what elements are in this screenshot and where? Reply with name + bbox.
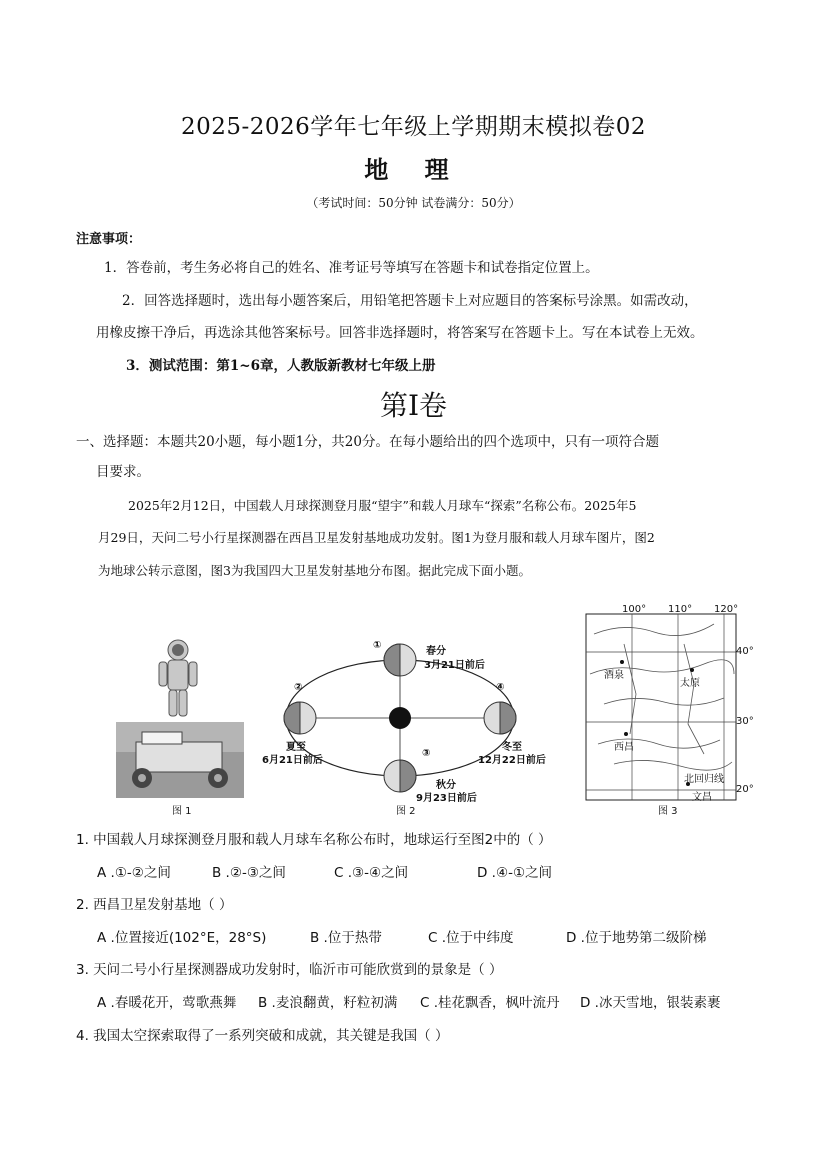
q1-option-c: C .③-④之间: [334, 865, 409, 881]
lon-120: 120°: [714, 604, 739, 615]
orbit-pos-4: ④: [496, 682, 505, 693]
wenchang-label: 文昌: [692, 792, 712, 803]
tropic-label: 北回归线: [684, 774, 724, 785]
orbit-pos-3: ③: [422, 748, 431, 759]
figure-1: [112, 630, 248, 816]
passage-line-2: 月29日，天问二号小行星探测器在西昌卫星发射基地成功发射。图1为登月服和载人月球车图片，图2: [98, 530, 655, 545]
q3-option-b: B .麦浪翻黄，籽粒初满: [258, 995, 398, 1011]
summer-date: 6月21日前后: [262, 755, 323, 766]
jiuquan-label: 酒泉: [604, 670, 624, 681]
lat-40: 40°: [736, 646, 754, 657]
figure-3-caption: 图 3: [658, 806, 678, 817]
question-2: 2. 西昌卫星发射基地（ ）: [76, 897, 233, 913]
figure-3: [584, 604, 754, 816]
spring-date: 3月21日前后: [424, 660, 485, 671]
earth-orbit-diagram: [256, 630, 556, 816]
notice-item-1: 1．答卷前，考生务必将自己的姓名、准考证号等填写在答题卡和试卷指定位置上。: [104, 260, 599, 276]
lat-30: 30°: [736, 716, 754, 727]
q3-option-a: A .春暖花开，莺歌燕舞: [97, 995, 237, 1011]
q1-option-d: D .④-①之间: [477, 865, 553, 881]
figure-1-caption: 图 1: [172, 806, 192, 817]
spacesuit-rover-image: [112, 630, 248, 816]
lon-110: 110°: [668, 604, 693, 615]
figure-2-caption: 图 2: [396, 806, 416, 817]
lon-100: 100°: [622, 604, 647, 615]
question-4: 4. 我国太空探索取得了一系列突破和成就，其关键是我国（ ）: [76, 1028, 449, 1044]
autumn-date: 9月23日前后: [416, 793, 477, 804]
q2-option-c: C .位于中纬度: [428, 930, 514, 946]
question-1: 1. 中国载人月球探测登月服和载人月球车名称公布时，地球运行至图2中的（ ）: [76, 832, 552, 848]
autumn-label: 秋分: [436, 780, 456, 791]
launch-base-map: [584, 604, 754, 816]
notice-heading: 注意事项：: [76, 232, 142, 247]
q2-option-d: D .位于地势第二级阶梯: [566, 930, 707, 946]
section-intro: 一、选择题：本题共20小题，每小题1分，共20分。在每小题给出的四个选项中，只有一项符合题: [76, 434, 659, 450]
q3-option-d: D .冰天雪地，银装素裹: [580, 995, 721, 1011]
passage-line-1: 2025年2月12日，中国载人月球探测登月服“望宇”和载人月球车“探索”名称公布。2025年5: [128, 498, 637, 513]
figure-2: [256, 630, 556, 816]
notice-item-2-cont: 用橡皮擦干净后，再选涂其他答案标号。回答非选择题时，将答案写在答题卡上。写在本试卷上无效。: [96, 325, 704, 341]
q1-option-b: B .②-③之间: [212, 865, 286, 881]
xichang-label: 西昌: [614, 742, 634, 753]
exam-title: 2025-2026学年七年级上学期期末模拟卷02: [180, 114, 647, 140]
lat-20: 20°: [736, 784, 754, 795]
q2-option-b: B .位于热带: [310, 930, 382, 946]
spring-label: 春分: [426, 646, 446, 657]
subject-title: 地 理: [364, 155, 463, 184]
exam-info: （考试时间：50分钟 试卷满分：50分）: [306, 196, 521, 210]
q3-option-c: C .桂花飘香，枫叶流丹: [420, 995, 560, 1011]
summer-label: 夏至: [286, 742, 306, 753]
sun-icon: [389, 707, 411, 729]
q2-option-a: A .位置接近(102°E，28°S): [97, 930, 267, 946]
winter-label: 冬至: [502, 742, 522, 753]
question-3: 3. 天问二号小行星探测器成功发射时，临沂市可能欣赏到的景象是（ ）: [76, 962, 503, 978]
section-intro-cont: 目要求。: [96, 464, 150, 480]
winter-date: 12月22日前后: [478, 755, 546, 766]
orbit-pos-2: ②: [294, 682, 303, 693]
q1-option-a: A .①-②之间: [97, 865, 171, 881]
section-title: 第Ⅰ卷: [379, 389, 448, 422]
passage-line-3: 为地球公转示意图，图3为我国四大卫星发射基地分布图。据此完成下面小题。: [98, 563, 531, 578]
notice-item-2: 2．回答选择题时，选出每小题答案后，用铅笔把答题卡上对应题目的答案标号涂黑。如需改动，: [122, 293, 698, 309]
notice-item-3: 3．测试范围：第1~6章，人教版新教材七年级上册: [126, 358, 436, 374]
taiyuan-label: 太原: [680, 678, 700, 689]
orbit-pos-1: ①: [373, 640, 382, 651]
